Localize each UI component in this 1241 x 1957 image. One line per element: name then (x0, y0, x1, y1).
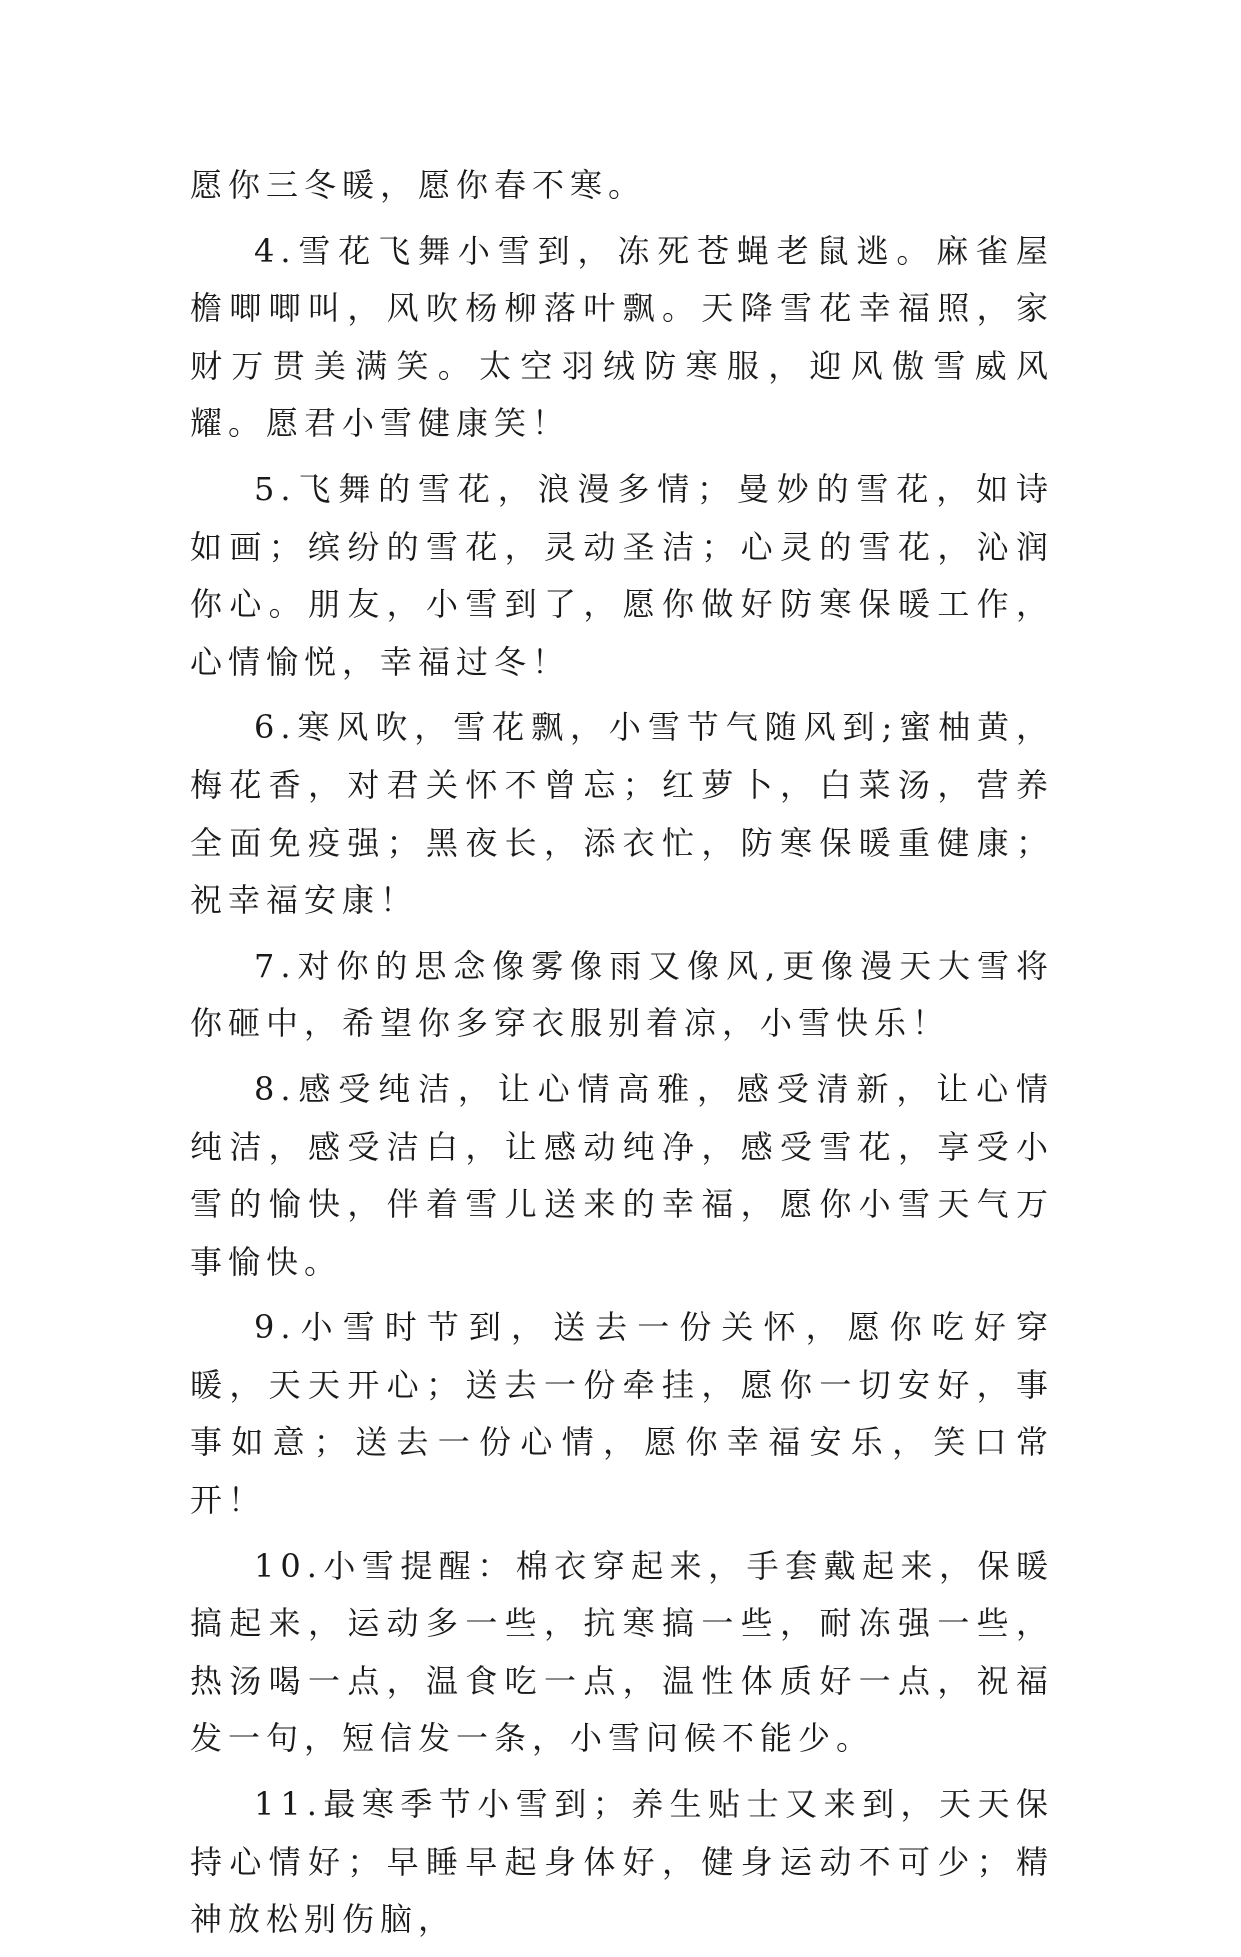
paragraph-8: 10.小雪提醒：棉衣穿起来，手套戴起来，保暖搞起来，运动多一些，抗寒搞一些，耐冻强一些，热汤喝一点，温食吃一点，温性体质好一点，祝福发一句，短信发一条，小雪问候不能少。 (190, 1546, 1054, 1758)
paragraph-4: 6.寒风吹，雪花飘，小雪节气随风到;蜜柚黄，梅花香，对君关怀不曾忘；红萝卜，白菜汤，营养全面免疫强；黑夜长，添衣忙，防寒保暖重健康；祝幸福安康！ (190, 708, 1054, 920)
paragraph-3: 5.飞舞的雪花，浪漫多情；曼妙的雪花，如诗如画；缤纷的雪花，灵动圣洁；心灵的雪花，沁润你心。朋友，小雪到了，愿你做好防寒保暖工作，心情愉悦，幸福过冬！ (190, 469, 1054, 681)
paragraph-6: 8.感受纯洁，让心情高雅，感受清新，让心情纯洁，感受洁白，让感动纯净，感受雪花，享受小雪的愉快，伴着雪儿送来的幸福，愿你小雪天气万事愉快。 (190, 1069, 1054, 1281)
paragraph-1: 愿你三冬暖，愿你春不寒。 (190, 166, 647, 204)
paragraph-7: 9.小雪时节到，送去一份关怀，愿你吃好穿暖，天天开心；送去一份牵挂，愿你一切安好，事事如意；送去一份心情，愿你幸福安乐，笑口常开！ (190, 1308, 1054, 1520)
paragraph-9: 11.最寒季节小雪到；养生贴士又来到，天天保持心情好；早睡早起身体好，健身运动不可少；精神放松别伤脑， (190, 1785, 1054, 1939)
paragraph-5: 7.对你的思念像雾像雨又像风,更像漫天大雪将你砸中，希望你多穿衣服别着凉，小雪快乐！ (190, 946, 1054, 1043)
paragraph-2: 4.雪花飞舞小雪到，冻死苍蝇老鼠逃。麻雀屋檐唧唧叫，风吹杨柳落叶飘。天降雪花幸福照，家财万贯美满笑。太空羽绒防寒服，迎风傲雪威风耀。愿君小雪健康笑！ (190, 231, 1054, 443)
document-body (190, 157, 1054, 1957)
